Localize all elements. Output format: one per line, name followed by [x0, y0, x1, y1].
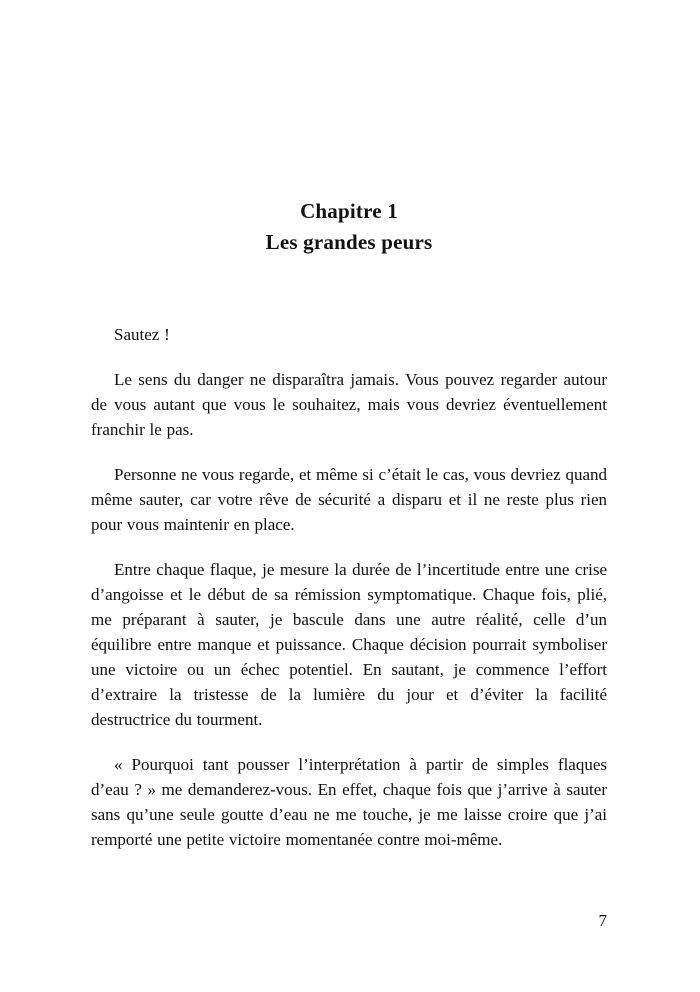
- body-text: [91, 322, 607, 852]
- chapter-title: Les grandes peurs: [265, 230, 433, 254]
- page-content: [91, 0, 607, 852]
- paragraph: Entre chaque flaque, je mesure la durée de l’incertitude entre une crise d’angoisse et le début de sa rémission symptomatique. Chaque fois, plié, me préparant à sauter, je bascule dans une autre réalité, celle d’un équilibre entre manque et puissance. Chaque décision pourrait symboliser une victoire ou un échec potentiel. En sautant, je commence l’effort d’extraire la tristesse de la lumière du jour et d’éviter la facilité destructrice du tourment.: [91, 560, 607, 729]
- paragraph: Le sens du danger ne disparaîtra jamais. Vous pouvez regarder autour de vous autant que vous le souhaitez, mais vous devriez éventuellement franchir le pas.: [91, 370, 607, 439]
- paragraph: Personne ne vous regarde, et même si c’était le cas, vous devriez quand même sauter, car votre rêve de sécurité a disparu et il ne reste plus rien pour vous maintenir en place.: [91, 465, 607, 534]
- chapter-number: Chapitre 1: [300, 199, 398, 223]
- page-number: 7: [598, 911, 607, 930]
- paragraph: « Pourquoi tant pousser l’interprétation à partir de simples flaques d’eau ? » me demanderez-vous. En effet, chaque fois que j’arrive à sauter sans qu’une seule goutte d’eau ne me touche, je me laisse croire que j’ai remporté une petite victoire momentanée contre moi-même.: [91, 755, 607, 849]
- chapter-heading: [91, 196, 607, 258]
- paragraph: Sautez !: [114, 325, 170, 344]
